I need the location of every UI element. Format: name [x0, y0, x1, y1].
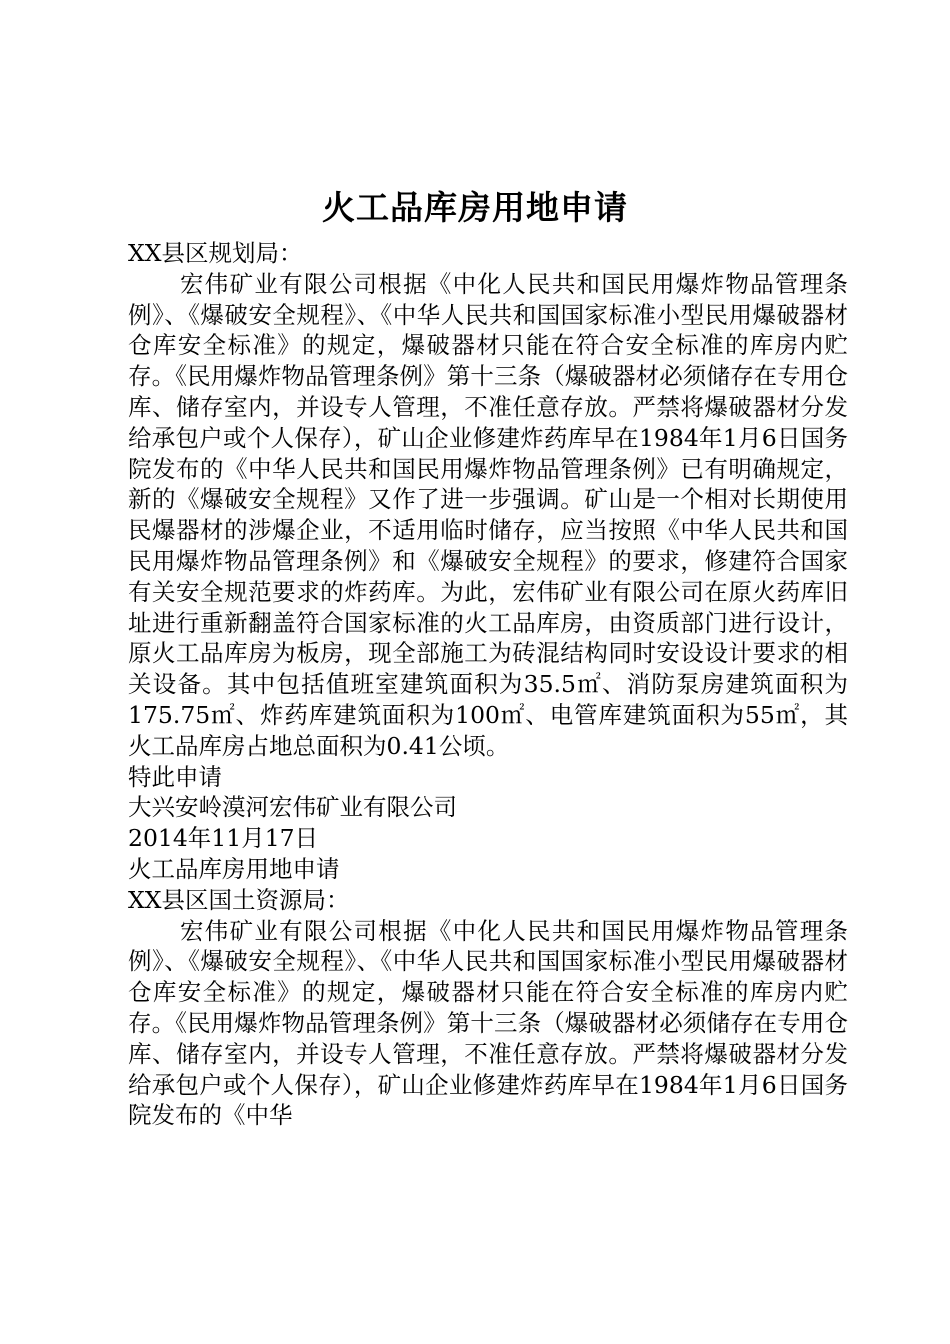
closing-statement: 特此申请: [128, 762, 222, 791]
document-date: 2014年11月17日: [128, 824, 319, 853]
section2-heading: 火工品库房用地申请: [128, 854, 340, 883]
body-paragraph-2: 宏伟矿业有限公司根据《中化人民共和国民用爆炸物品管理条例》、《爆破安全规程》、《中华人民共和国国家标准小型民用爆破器材仓库安全标准》的规定，爆破器材只能在符合安全标准的库房内贮存。《民用爆炸物品管理条例》第十三条（爆破器材必须储存在专用仓库、储存室内，并设专人管理，不准任意存放。严禁将爆破器材分发给承包户或个人保存），矿山企业修建炸药库早在1984年1月6日国务院发布的《中华: [128, 916, 848, 1130]
body-paragraph-1: 宏伟矿业有限公司根据《中化人民共和国民用爆炸物品管理条例》、《爆破安全规程》、《中华人民共和国国家标准小型民用爆破器材仓库安全标准》的规定，爆破器材只能在符合安全标准的库房内贮存。《民用爆炸物品管理条例》第十三条（爆破器材必须储存在专用仓库、储存室内，并设专人管理，不准任意存放。严禁将爆破器材分发给承包户或个人保存），矿山企业修建炸药库早在1984年1月6日国务院发布的《中华人民共和国民用爆炸物品管理条例》已有明确规定，新的《爆破安全规程》又作了进一步强调。矿山是一个相对长期使用民爆器材的涉爆企业，不适用临时储存，应当按照《中华人民共和国民用爆炸物品管理条例》和《爆破安全规程》的要求，修建符合国家有关安全规范要求的炸药库。为此，宏伟矿业有限公司在原火药库旧址进行重新翻盖符合国家标准的火工品库房，由资质部门进行设计，原火工品库房为板房，现全部施工为砖混结构同时安设设计要求的相关设备。其中包括值班室建筑面积为35.5㎡、消防泵房建筑面积为175.75㎡、炸药库建筑面积为100㎡、电管库建筑面积为55㎡，其火工品库房占地总面积为0.41公顷。: [128, 269, 848, 760]
company-signature: 大兴安岭漠河宏伟矿业有限公司: [128, 793, 457, 822]
document-content: [128, 238, 848, 1131]
document-title: 火工品库房用地申请: [322, 188, 628, 227]
salutation-planning-bureau: XX县区规划局：: [128, 239, 303, 267]
salutation-land-bureau: XX县区国土资源局：: [128, 885, 350, 914]
